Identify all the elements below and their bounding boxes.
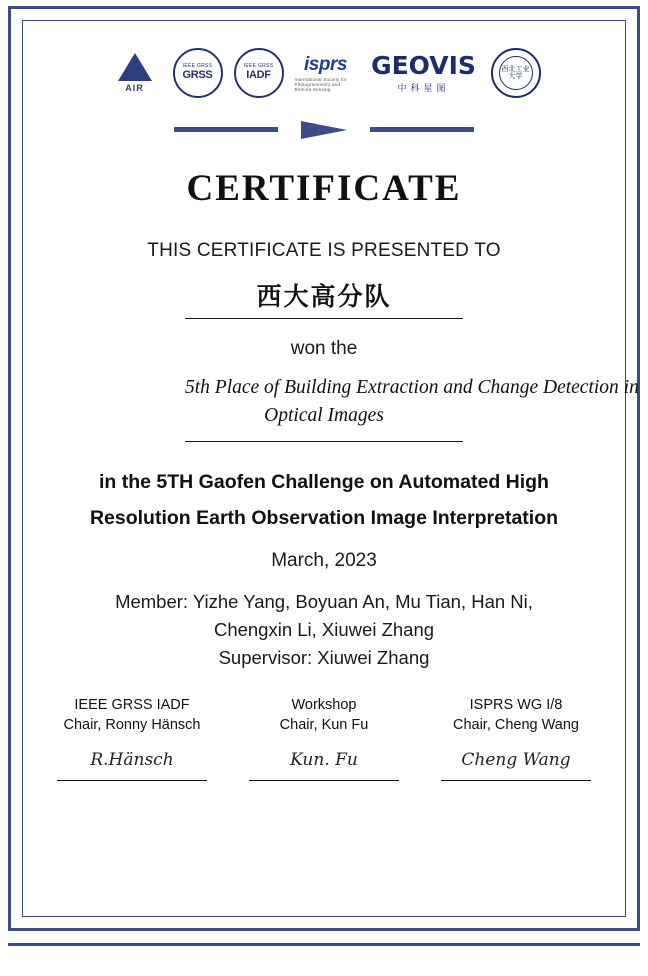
university-logo-sub: 西北工业大学 — [499, 56, 533, 90]
iadf-logo — [234, 48, 284, 98]
presented-to-label: THIS CERTIFICATE IS PRESENTED TO — [147, 240, 501, 261]
arrow-divider — [174, 119, 474, 141]
award-block — [185, 374, 639, 442]
won-label: won the — [290, 338, 358, 359]
members-line-1: Member: Yizhe Yang, Boyuan An, Mu Tian, Han Ni, — [115, 590, 533, 612]
signature-mark: Cheng Wang — [461, 749, 571, 770]
iadf-logo-sub: IEEE GRSS — [243, 63, 274, 70]
isprs-logo-sub: International Society for Photogrammetry and Remote Sensing — [294, 76, 347, 92]
grss-logo — [173, 48, 223, 98]
signature-org: ISPRS WG I/8 — [469, 697, 563, 713]
geovis-logo — [368, 48, 480, 98]
certificate-content — [30, 28, 639, 909]
bottom-accent-line — [8, 943, 640, 946]
air-logo-label: AIR — [125, 83, 144, 93]
recipient-name: 西大高分队 — [256, 282, 392, 311]
challenge-line-1: in the 5TH Gaofen Challenge on Automated High — [99, 470, 549, 493]
divider-bar-left — [174, 127, 278, 132]
supervisor-line: Supervisor: Xiuwei Zhang — [218, 647, 430, 668]
award-line-1: 5th Place of Building Extraction and Change Detection in — [185, 377, 639, 398]
grss-logo-sub: IEEE GRSS — [182, 63, 213, 70]
page-title: CERTIFICATE — [186, 168, 462, 209]
isprs-logo — [295, 48, 357, 98]
isprs-logo-label: isprs — [304, 53, 347, 75]
members-block — [54, 588, 594, 645]
signature-chair: Chair, Kun Fu — [279, 717, 369, 734]
iadf-logo-label: IADF — [246, 69, 271, 82]
logo-row — [108, 45, 541, 101]
signature-block-grss — [44, 695, 220, 781]
challenge-line-2: Resolution Earth Observation Image Interpretation — [89, 506, 559, 529]
certificate-date: March, 2023 — [271, 549, 377, 571]
signature-mark: Kun. Fu — [290, 749, 358, 770]
university-logo — [491, 48, 541, 98]
signature-block-workshop — [236, 695, 412, 781]
signature-chair: Chair, Ronny Hänsch — [63, 717, 201, 734]
signature-line — [249, 780, 399, 781]
air-triangle-icon — [118, 53, 152, 81]
members-line-2: Chengxin Li, Xiuwei Zhang — [213, 619, 435, 641]
award-line-2: Optical Images — [264, 405, 384, 427]
recipient-block — [185, 277, 463, 319]
signature-mark: R.Hänsch — [90, 749, 174, 770]
divider-arrow-icon — [301, 121, 347, 139]
signature-row — [44, 695, 604, 781]
signature-line — [57, 780, 207, 781]
geovis-logo-sub: 中科星图 — [397, 82, 450, 93]
grss-logo-label: GRSS — [182, 69, 213, 82]
geovis-logo-label: GEOVIS — [371, 50, 476, 80]
divider-bar-right — [370, 127, 474, 132]
bottom-margin — [0, 962, 648, 976]
signature-org: Workshop — [291, 697, 357, 713]
signature-org: IEEE GRSS IADF — [74, 697, 190, 713]
signature-chair: Chair, Cheng Wang — [452, 717, 579, 734]
air-logo — [108, 48, 162, 98]
signature-block-isprs — [428, 695, 604, 781]
signature-line — [441, 780, 591, 781]
challenge-block — [54, 464, 594, 536]
